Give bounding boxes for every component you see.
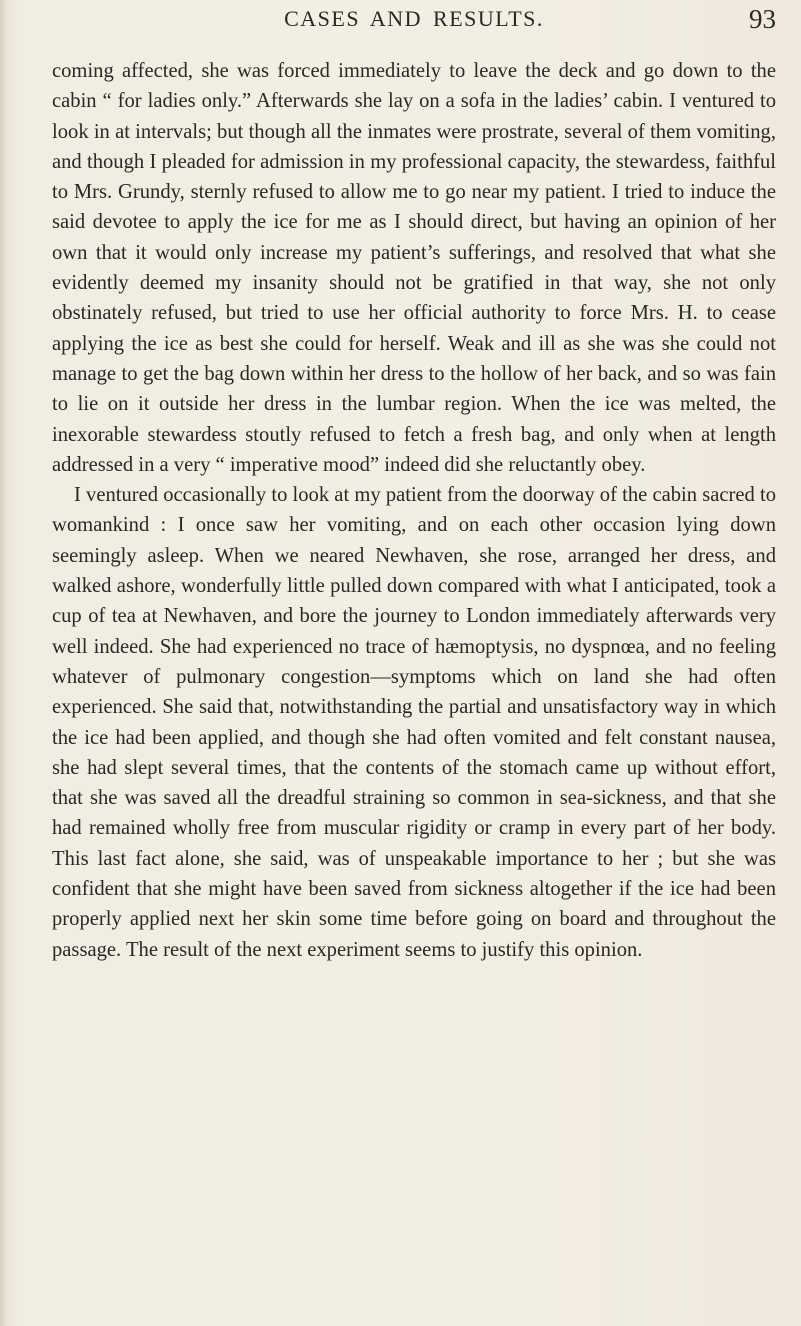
paragraph: coming affected, she was forced immediately to leave the deck and go down to the cabin “ for ladies only.” Afterwards she lay on a sofa in the ladies’ cabin. I ventured to look in at intervals; but though all the inmates were prostrate, several of them vomiting, and though I pleaded for admission in my professional capacity, the stewardess, faithful to Mrs. Grundy, sternly refused to allow me to go near my patient. I tried to induce the said devotee to apply the ice for me as I should direct, but having an opinion of her own that it would only increase my patient’s sufferings, and resolved that what she evidently deemed my insanity should not be gratified in that way, she not only obstinately refused, but tried to use her official authority to force Mrs. H. to cease applying the ice as best she could for herself. Weak and ill as she was she could not manage to get the bag down within her dress to the hollow of her back, and so was fain to lie on it outside her dress in the lumbar region. When the ice was melted, the inexorable stewardess stoutly refused to fetch a fresh bag, and only when at length addressed in a very “ imperative mood” indeed did she reluctantly obey. <box>52 60 776 476</box>
page-header <box>52 6 776 40</box>
running-head: CASES AND RESULTS. <box>284 6 544 31</box>
page-number: 93 <box>749 4 776 34</box>
paragraph: I ventured occasionally to look at my patient from the doorway of the cabin sacred to womankind : I once saw her vomiting, and on each other occasion lying down seemingly asleep. When we neared Newhaven, she rose, arranged her dress, and walked ashore, wonderfully little pulled down compared with what I anticipated, took a cup of tea at Newhaven, and bore the journey to London immediately afterwards very well indeed. She had experienced no trace of hæmoptysis, no dyspnœa, and no feeling whatever of pulmonary congestion—symptoms which on land she had often experienced. She said that, notwithstanding the partial and unsatisfactory way in which the ice had been applied, and though she had often vomited and felt constant nausea, she had slept several times, that the contents of the stomach came up without effort, that she was saved all the dreadful straining so common in sea-sickness, and that she had remained wholly free from muscular rigidity or cramp in every part of her body. This last fact alone, she said, was of unspeakable importance to her ; but she was confident that she might have been saved from sickness altogether if the ice had been properly applied next her skin some time before going on board and throughout the passage. The result of the next experiment seems to justify this opinion. <box>52 484 776 961</box>
page-edge-shadow <box>0 0 6 1326</box>
body-text <box>52 56 776 965</box>
